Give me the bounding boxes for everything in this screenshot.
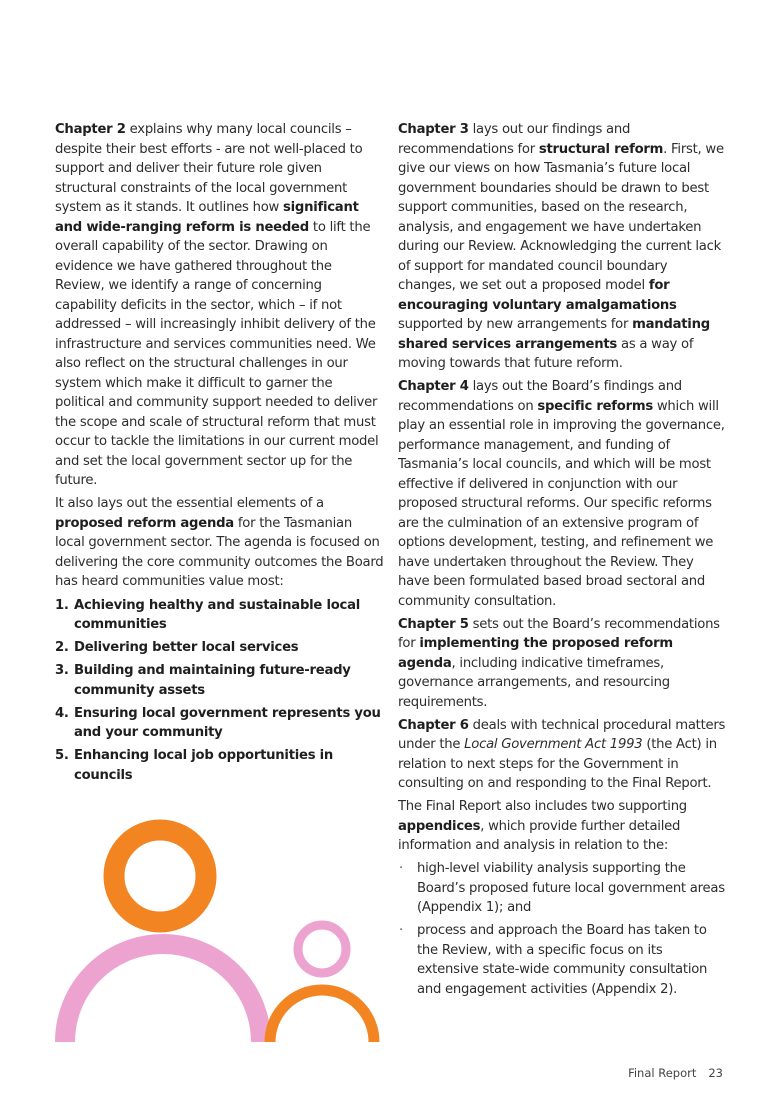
community-outcomes-list bbox=[55, 596, 385, 786]
chapter-6-paragraph: Chapter 6 deals with technical procedural matters under the Local Government Act 1993 (the Act) in relation to next steps for the Government in consulting on and responding to the Final Report. bbox=[398, 717, 726, 791]
chapter-4-paragraph: Chapter 4 lays out the Board’s findings and recommendations on specific reforms which will play an essential role in improving the governance, performance management, and funding of Tasmania’s local councils, and which will be most effective if delivered in conjunction with our proposed structural reforms. Our specific reforms are the culmination of an extensive program of options development, testing, and refinement we have undertaken throughout the Review. They have been formulated based broad sectoral and community consultation. bbox=[398, 379, 725, 609]
left-column bbox=[55, 120, 385, 789]
appendices-paragraph: The Final Report also includes two supporting appendices, which provide further detailed information and analysis in relation to the: bbox=[398, 799, 687, 853]
chapter-3-paragraph: Chapter 3 lays out our findings and recommendations for structural reform. First, we give our views on how Tasmania’s future local government boundaries should be drawn to best support communities, based on the research, analysis, and engagement we have undertaken during our Review. Acknowledging the current lack of support for mandated council boundary changes, we set out a proposed model for encouraging voluntary amalgamations supported by new arrangements for mandating shared services arrangements as a way of moving towards that future reform. bbox=[398, 122, 724, 371]
small-pink-ring-icon bbox=[298, 925, 346, 973]
list-item: 5. Enhancing local job opportunities in councils bbox=[55, 748, 334, 783]
large-orange-ring-icon bbox=[114, 830, 206, 922]
right-column bbox=[398, 120, 726, 1003]
chapter-5-paragraph: Chapter 5 sets out the Board’s recommendations for implementing the proposed reform agenda, including indicative timeframes, governance arrangements, and resourcing requirements. bbox=[398, 616, 720, 710]
chapter-2-paragraph: Chapter 2 explains why many local councils – despite their best efforts - are not well-placed to support and deliver their future role given structural constraints of the local government system as it stands. It outlines how significant and wide-ranging reform is needed to lift the overall capability of the sector. Drawing on evidence we have gathered throughout the Review, we identify a range of concerning capability deficits in the sector, which – if not addressed – will increasingly inhibit delivery of the infrastructure and services communities need. We also reflect on the structural challenges in our system which make it difficult to garner the political and community support needed to deliver the scope and scale of structural reform that must occur to tackle the limitations in our current model and set the local government sector up for the future. bbox=[55, 122, 379, 488]
footer-title: Final Report bbox=[628, 1066, 697, 1080]
list-item: 2. Delivering better local services bbox=[55, 640, 299, 655]
list-item: 4. Ensuring local government represents you and your community bbox=[55, 705, 381, 740]
reform-agenda-paragraph: It also lays out the essential elements of a proposed reform agenda for the Tasmanian local government sector. The agenda is focused on delivering the core community outcomes the Board has heard communities value most: bbox=[55, 496, 384, 589]
list-item: 3. Building and maintaining future-ready community assets bbox=[55, 663, 351, 698]
appendix-list bbox=[398, 859, 726, 999]
list-item: · high-level viability analysis supporting the Board’s proposed future local government areas (Appendix 1); and bbox=[399, 861, 725, 915]
large-pink-arc-icon bbox=[65, 944, 261, 1042]
page-number: 23 bbox=[708, 1066, 723, 1080]
list-item: · process and approach the Board has taken to the Review, with a specific focus on its extensive state-wide community consultation and engagement activities (Appendix 2). bbox=[399, 923, 708, 997]
list-item: 1. Achieving healthy and sustainable local communities bbox=[55, 597, 361, 632]
page-footer bbox=[628, 1066, 723, 1080]
small-orange-arc-icon bbox=[270, 990, 374, 1042]
